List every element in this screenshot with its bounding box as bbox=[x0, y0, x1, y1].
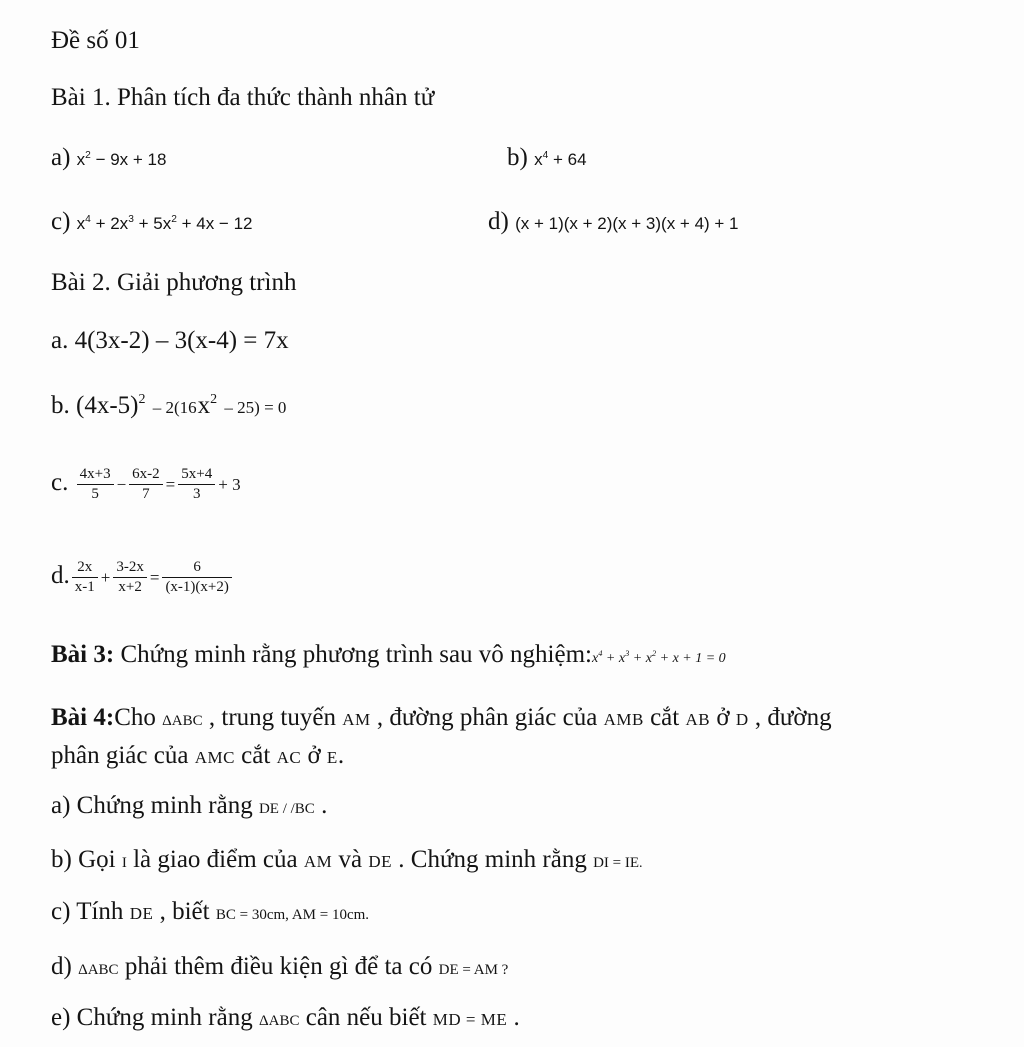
bai4-line2 bbox=[51, 741, 344, 773]
bai2-c-frac1: $\frac{4x+3}{5}$ bbox=[77, 465, 114, 504]
bai1-d-expr: (x + 1)(x + 2)(x + 3)(x + 4) + 1 bbox=[515, 214, 739, 233]
bai2-b-mid: – 2(16 bbox=[152, 398, 197, 417]
bai4-text: cắt bbox=[234, 742, 277, 769]
bai2-b: b. $(4x-5)^2 - 2(16x^2 - 25) = 0$ bbox=[51, 392, 287, 419]
bai4-text: . bbox=[337, 742, 345, 769]
bai3 bbox=[51, 640, 726, 674]
bai4-text: , đường bbox=[748, 704, 832, 731]
bai1-b bbox=[507, 143, 587, 175]
bai4-text: cắt bbox=[643, 704, 686, 731]
bai4-text: ở bbox=[301, 742, 327, 769]
angle-amc: AMC bbox=[194, 748, 235, 767]
bai2-b-tail: – 25) = 0 bbox=[224, 398, 287, 417]
bai4-a-end: . bbox=[314, 792, 328, 819]
bai1-c-expr: $x^4 + 2x^3 + 5x^2 + 4x - 12$ bbox=[76, 213, 253, 233]
bai3-title: Bài 3: bbox=[51, 641, 115, 668]
bai2-c: c. $\frac{4x+3}{5}$ − $\frac{6x-2}{7}$ = $\frac{5x+4}{3}$ + 3 bbox=[51, 465, 241, 502]
bai1-d-label: d) bbox=[488, 208, 509, 235]
bai1-d bbox=[488, 207, 739, 239]
bai4-b bbox=[51, 845, 643, 879]
bai4-d-text: d) bbox=[51, 953, 79, 980]
bai2-c-label: c. bbox=[51, 469, 69, 496]
bai1-b-label: b) bbox=[507, 144, 528, 171]
bai2-d-frac3: $\frac{6}{(x-1)(x+2)}$ bbox=[162, 558, 231, 597]
bai4-b-text: là giao điểm của bbox=[126, 846, 304, 873]
bai4-a-text: a) Chứng minh rằng bbox=[51, 792, 259, 819]
bai1-c bbox=[51, 207, 253, 239]
bai2-c-frac2: $\frac{6x-2}{7}$ bbox=[129, 465, 163, 504]
bai3-text: Chứng minh rằng phương trình sau vô nghiệm: bbox=[114, 641, 592, 668]
angle-amb: AMB bbox=[603, 710, 644, 729]
bai4-a-math: DE / /BC bbox=[258, 801, 315, 817]
bai4-e-math: MD = ME bbox=[432, 1010, 508, 1029]
bai4-d-math: DE = AM ? bbox=[438, 962, 509, 978]
median-am: AM bbox=[342, 710, 371, 729]
bai4-a bbox=[51, 791, 327, 824]
bai4-title: Bài 4: bbox=[51, 704, 115, 731]
bai4-text: phân giác của bbox=[51, 742, 195, 769]
bai2-d: d. $\frac{2x}{x-1}$ + $\frac{3-2x}{x+2}$ = $\frac{6}{(x-1)(x+2)}$ bbox=[51, 553, 234, 601]
bai4-e-text: cân nếu biết bbox=[299, 1004, 433, 1031]
bai4-b-text: b) Gọi bbox=[51, 846, 122, 873]
bai3-equation: $x^4 + x^3 + x^2 + x + 1 = 0$ bbox=[592, 649, 726, 666]
bai4-c-text: c) Tính bbox=[51, 898, 130, 925]
bai2-d-frac2: $\frac{3-2x}{x+2}$ bbox=[113, 558, 147, 597]
bai4-b-text: và bbox=[332, 846, 369, 873]
bai4-b-end: . bbox=[639, 856, 643, 871]
point-d: D bbox=[735, 710, 749, 729]
bai4-c-text: , biết bbox=[153, 898, 216, 925]
bai4-e-text: e) Chứng minh rằng bbox=[51, 1004, 259, 1031]
bai4-text: ở bbox=[710, 704, 736, 731]
bai2-d-frac1: $\frac{2x}{x-1}$ bbox=[72, 558, 98, 597]
bai1-b-expr: $x^4 + 64$ bbox=[534, 149, 587, 169]
bai2-c-frac3: $\frac{5x+4}{3}$ bbox=[178, 465, 215, 504]
bai2-a-expr: 4(3x-2) – 3(x-4) = 7x bbox=[74, 327, 289, 354]
segment-ac: AC bbox=[276, 748, 302, 767]
triangle-abc: ΔABC bbox=[258, 1013, 300, 1029]
bai1-c-label: c) bbox=[51, 208, 71, 235]
segment-de: DE bbox=[368, 852, 393, 871]
segment-am: AM bbox=[303, 852, 333, 871]
bai2-b-x: x bbox=[197, 392, 211, 419]
bai4-b-math: DI = IE bbox=[593, 855, 640, 871]
bai4-e bbox=[51, 1003, 520, 1036]
bai4-d bbox=[51, 952, 508, 985]
bai2-a-label: a. bbox=[51, 327, 69, 354]
bai4-b-text: . Chứng minh rằng bbox=[392, 846, 594, 873]
point-i: I bbox=[121, 855, 127, 871]
exam-title: Đề số 01 bbox=[51, 27, 140, 54]
bai1-title: Bài 1. Phân tích đa thức thành nhân tử bbox=[51, 84, 435, 111]
point-e: E bbox=[326, 748, 338, 767]
bai4-text: , trung tuyến bbox=[202, 704, 343, 731]
bai2-d-label: d. bbox=[51, 562, 70, 589]
bai2-b-base: (4x-5) bbox=[76, 392, 139, 419]
bai4-text: , đường phân giác của bbox=[370, 704, 604, 731]
bai4-e-end: . bbox=[507, 1004, 520, 1031]
bai2-title: Bài 2. Giải phương trình bbox=[51, 269, 297, 296]
triangle-abc: ΔABC bbox=[78, 962, 119, 978]
bai1-a-label: a) bbox=[51, 144, 71, 171]
bai2-c-tail: + 3 bbox=[218, 475, 241, 494]
bai2-a bbox=[51, 326, 289, 356]
bai2-b-label: b. bbox=[51, 392, 70, 419]
segment-de: DE bbox=[129, 904, 154, 923]
bai4-d-text: phải thêm điều kiện gì để ta có bbox=[118, 953, 439, 980]
bai4-line1 bbox=[51, 703, 832, 736]
triangle-abc: ΔABC bbox=[162, 713, 203, 729]
bai4-text: Cho bbox=[114, 704, 163, 731]
bai4-c bbox=[51, 897, 369, 930]
bai4-c-math: BC = 30cm, AM = 10cm. bbox=[215, 907, 370, 923]
bai1-a bbox=[51, 143, 166, 175]
bai1-a-expr: $x^2 - 9x + 18$ bbox=[76, 149, 167, 169]
segment-ab: AB bbox=[685, 710, 711, 729]
